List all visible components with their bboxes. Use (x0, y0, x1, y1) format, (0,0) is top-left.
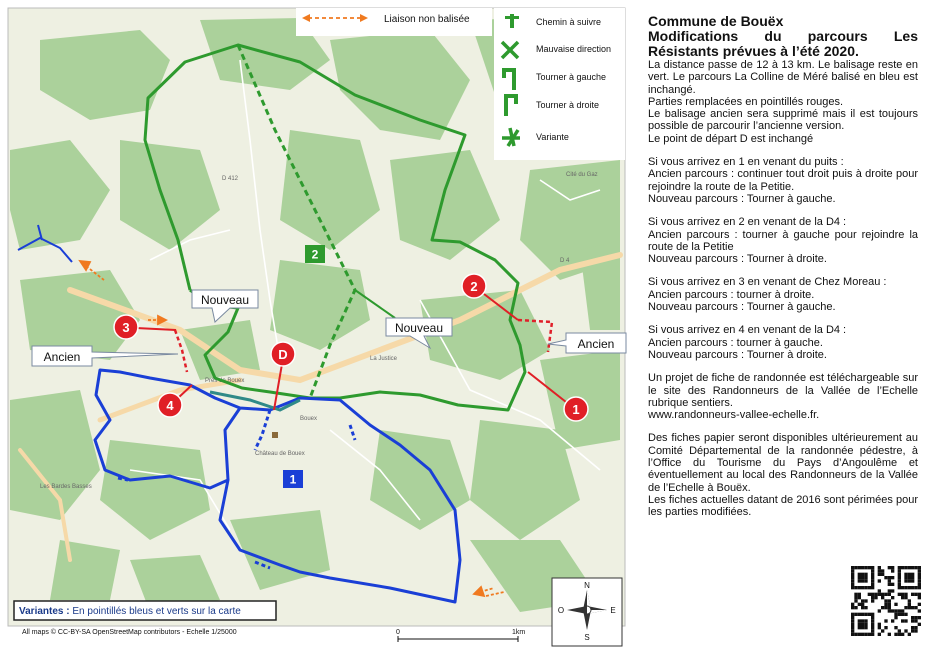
svg-text:Nouveau: Nouveau (394, 321, 444, 335)
qr-module (918, 609, 921, 612)
qr-module (868, 633, 871, 636)
qr-module (908, 599, 911, 602)
place-label: Bouex (300, 416, 318, 422)
qr-module (868, 613, 871, 616)
instruction-3: Si vous arrivez en 3 en venant de Chez Moreau : Ancien parcours : tourner à droite. Nouveau parcours : Tourner à gauche. (648, 276, 887, 314)
compass-rose (552, 578, 622, 646)
qr-module (878, 589, 881, 592)
qr-module (888, 566, 891, 569)
qr-module (911, 586, 914, 589)
qr-module (871, 596, 874, 599)
qr-module (878, 566, 881, 569)
qr-code (851, 566, 921, 636)
qr-module (858, 579, 861, 582)
qr-module (871, 629, 874, 632)
place-label: D 412 (222, 176, 239, 182)
qr-module (881, 573, 884, 576)
qr-module (871, 579, 874, 582)
qr-module (901, 586, 904, 589)
legend-item: Variante (536, 132, 569, 142)
qr-module (898, 576, 901, 579)
qr-module (881, 606, 884, 609)
qr-module (894, 609, 897, 612)
svg-text:1: 1 (572, 402, 580, 417)
qr-module (894, 633, 897, 636)
qr-module (908, 576, 911, 579)
qr-module (858, 566, 861, 569)
qr-module (864, 633, 867, 636)
svg-text:Variantes : En pointillés bleu: Variantes : En pointillés bleus et verts sur la carte (19, 606, 241, 617)
qr-module (861, 603, 864, 606)
qr-module (888, 576, 891, 579)
qr-module (898, 573, 901, 576)
qr-module (918, 569, 921, 572)
qr-module (878, 573, 881, 576)
qr-module (888, 589, 891, 592)
qr-module (858, 613, 861, 616)
qr-module (918, 603, 921, 606)
qr-module (911, 579, 914, 582)
qr-module (864, 573, 867, 576)
qr-module (871, 613, 874, 616)
qr-module (871, 633, 874, 636)
qr-module (901, 609, 904, 612)
qr-module (881, 569, 884, 572)
qr-module (864, 626, 867, 629)
qr-module (868, 593, 871, 596)
legend-item: Chemin à suivre (536, 17, 602, 27)
qr-module (851, 579, 854, 582)
info-panel (648, 14, 918, 530)
qr-module (851, 603, 854, 606)
qr-module (898, 579, 901, 582)
qr-module (898, 566, 901, 569)
qr-module (871, 593, 874, 596)
qr-module (918, 616, 921, 619)
qr-module (908, 586, 911, 589)
qr-module (884, 576, 887, 579)
qr-module (854, 566, 857, 569)
qr-module (864, 613, 867, 616)
qr-module (871, 566, 874, 569)
qr-module (858, 623, 861, 626)
qr-module (861, 599, 864, 602)
svg-text:Liaison non balisée: Liaison non balisée (384, 14, 470, 25)
qr-module (864, 566, 867, 569)
svg-text:Ancien: Ancien (577, 337, 615, 351)
qr-module (884, 619, 887, 622)
qr-module (898, 609, 901, 612)
church-icon (272, 432, 278, 438)
instruction-4: Si vous arrivez en 4 en venant de la D4 : Ancien parcours : tourner à gauche. Nouveau parcours : Tourner à droite. (648, 324, 847, 361)
qr-module (894, 613, 897, 616)
qr-module (851, 626, 854, 629)
qr-module (898, 583, 901, 586)
qr-module (874, 593, 877, 596)
qr-module (861, 573, 864, 576)
download-text: Un projet de fiche de randonnée est téléchargeable sur le site des Randonneurs de la Vallée de l’Echelle rubrique sentiers. www.randonneurs-vallee-echelle.fr. (648, 372, 918, 422)
qr-module (891, 566, 894, 569)
svg-text:D: D (278, 347, 288, 362)
qr-module (871, 626, 874, 629)
svg-text:2: 2 (470, 279, 478, 294)
qr-module (861, 613, 864, 616)
variantes-note (14, 601, 276, 620)
qr-module (881, 593, 884, 596)
qr-module (858, 626, 861, 629)
qr-module (888, 593, 891, 596)
qr-module (891, 589, 894, 592)
qr-module (864, 623, 867, 626)
intro-text: La distance passe de 12 à 13 km. Le balisage reste en vert. Le parcours La Colline de Méré balisé en bleu est inchangé. Parties remplacées en pointillés rouges. Le balisage ancien sera supprimé mais il est toujours possible de parcourir l’ancienne version. Le point de départ D est inchangé (648, 59, 918, 145)
qr-module (911, 573, 914, 576)
svg-text:Ancien: Ancien (43, 350, 81, 364)
qr-module (914, 586, 917, 589)
qr-module (914, 629, 917, 632)
qr-module (901, 619, 904, 622)
legend-item: Tourner à droite (536, 100, 600, 110)
qr-module (851, 623, 854, 626)
qr-module (884, 593, 887, 596)
qr-module (884, 626, 887, 629)
legend-liaison (296, 8, 492, 36)
qr-module (854, 599, 857, 602)
place-label: Château de Bouex (255, 451, 305, 457)
qr-module (851, 629, 854, 632)
qr-module (851, 613, 854, 616)
qr-module (908, 606, 911, 609)
qr-module (891, 569, 894, 572)
qr-module (884, 603, 887, 606)
qr-module (918, 586, 921, 589)
qr-module (918, 566, 921, 569)
svg-text:N: N (584, 581, 590, 590)
qr-module (851, 619, 854, 622)
qr-module (861, 579, 864, 582)
qr-module (898, 586, 901, 589)
qr-module (888, 609, 891, 612)
place-label: D 4 (560, 258, 570, 264)
qr-module (898, 569, 901, 572)
qr-module (861, 626, 864, 629)
qr-module (851, 606, 854, 609)
qr-module (914, 626, 917, 629)
qr-module (888, 579, 891, 582)
qr-module (904, 629, 907, 632)
qr-module (871, 569, 874, 572)
qr-module (901, 596, 904, 599)
qr-module (908, 603, 911, 606)
qr-module (858, 633, 861, 636)
qr-module (878, 579, 881, 582)
qr-module (864, 586, 867, 589)
qr-module (908, 633, 911, 636)
qr-module (908, 573, 911, 576)
qr-module (864, 576, 867, 579)
qr-module (854, 606, 857, 609)
qr-module (888, 633, 891, 636)
paper-text: Des fiches papier seront disponibles ultérieurement au Comité Départemental de la randonnée pédestre, à l’Office du Tourisme du Pays d’Angoulême et éventuellement au local des Randonneurs de la Vallée de l’Echelle à Bouëx. Les fiches actuelles datant de 2016 sont périmées pour les parties modifiées. (648, 432, 918, 519)
qr-module (918, 573, 921, 576)
legend-signs (494, 8, 625, 160)
qr-module (858, 619, 861, 622)
qr-module (851, 616, 854, 619)
qr-module (911, 629, 914, 632)
qr-module (864, 606, 867, 609)
qr-module (871, 576, 874, 579)
qr-module (861, 619, 864, 622)
qr-module (914, 616, 917, 619)
qr-module (854, 613, 857, 616)
qr-module (878, 623, 881, 626)
qr-module (851, 576, 854, 579)
qr-module (904, 619, 907, 622)
svg-text:E: E (610, 606, 616, 615)
instruction-2: Si vous arrivez en 2 en venant de la D4 : Ancien parcours : tourner à gauche pour rejoindre la route de la Petitie Nouveau parcours : Tourner à droite. (648, 216, 918, 266)
svg-text:S: S (584, 633, 590, 642)
qr-module (878, 633, 881, 636)
qr-module (891, 583, 894, 586)
qr-module (861, 586, 864, 589)
qr-module (908, 579, 911, 582)
qr-module (861, 566, 864, 569)
qr-module (891, 576, 894, 579)
qr-module (874, 596, 877, 599)
qr-module (851, 633, 854, 636)
qr-module (881, 596, 884, 599)
qr-module (904, 573, 907, 576)
svg-text:0: 0 (396, 629, 400, 636)
qr-module (901, 566, 904, 569)
qr-module (878, 626, 881, 629)
qr-module (911, 566, 914, 569)
qr-module (851, 586, 854, 589)
attribution-text: All maps © CC-BY-SA OpenStreetMap contributors - Echelle 1/25000 (22, 629, 237, 636)
qr-module (851, 583, 854, 586)
svg-text:3: 3 (122, 320, 130, 335)
qr-module (861, 633, 864, 636)
website-link: www.randonneurs-vallee-echelle.fr. (648, 409, 820, 422)
qr-module (918, 583, 921, 586)
qr-module (888, 599, 891, 602)
panel-title: Commune de Bouëx Modifications du parcours Les Résistants prévues à l’été 2020. (648, 13, 918, 59)
qr-module (858, 603, 861, 606)
qr-module (904, 593, 907, 596)
qr-module (898, 613, 901, 616)
qr-module (901, 593, 904, 596)
qr-module (904, 596, 907, 599)
qr-module (878, 569, 881, 572)
qr-module (854, 633, 857, 636)
qr-module (861, 606, 864, 609)
qr-module (851, 566, 854, 569)
qr-module (884, 606, 887, 609)
qr-module (904, 576, 907, 579)
qr-module (904, 606, 907, 609)
place-label: Les Bardes Basses (40, 484, 92, 490)
qr-module (911, 626, 914, 629)
qr-module (908, 566, 911, 569)
qr-module (891, 619, 894, 622)
qr-module (881, 629, 884, 632)
qr-module (891, 596, 894, 599)
qr-module (851, 569, 854, 572)
qr-module (858, 586, 861, 589)
qr-module (914, 619, 917, 622)
qr-module (871, 619, 874, 622)
qr-module (898, 629, 901, 632)
qr-module (858, 576, 861, 579)
place-label: La Justice (370, 356, 398, 362)
qr-module (861, 576, 864, 579)
qr-module (904, 613, 907, 616)
legend-item: Tourner à gauche (536, 72, 607, 82)
qr-module (854, 596, 857, 599)
qr-module (861, 623, 864, 626)
qr-module (871, 616, 874, 619)
svg-text:1km: 1km (512, 629, 526, 636)
qr-module (894, 603, 897, 606)
qr-module (888, 606, 891, 609)
qr-module (888, 583, 891, 586)
qr-module (878, 609, 881, 612)
route-2-number: 2 (311, 247, 319, 262)
qr-module (904, 566, 907, 569)
qr-module (914, 593, 917, 596)
qr-module (911, 616, 914, 619)
qr-module (911, 619, 914, 622)
qr-module (891, 609, 894, 612)
qr-module (868, 566, 871, 569)
svg-text:O: O (557, 606, 565, 615)
qr-module (871, 586, 874, 589)
qr-module (894, 616, 897, 619)
qr-module (914, 566, 917, 569)
qr-module (884, 599, 887, 602)
qr-module (898, 593, 901, 596)
qr-module (868, 586, 871, 589)
qr-module (918, 623, 921, 626)
qr-module (904, 579, 907, 582)
qr-module (911, 593, 914, 596)
qr-module (864, 579, 867, 582)
qr-module (918, 593, 921, 596)
legend-item: Mauvaise direction (536, 44, 612, 54)
qr-module (904, 586, 907, 589)
qr-module (901, 633, 904, 636)
qr-module (858, 593, 861, 596)
qr-module (871, 623, 874, 626)
qr-module (888, 603, 891, 606)
qr-module (854, 586, 857, 589)
qr-module (854, 593, 857, 596)
qr-module (864, 619, 867, 622)
svg-text:4: 4 (166, 398, 174, 413)
place-label: Cité du Gaz (566, 172, 598, 178)
qr-module (871, 573, 874, 576)
qr-module (911, 576, 914, 579)
qr-module (858, 573, 861, 576)
qr-module (871, 599, 874, 602)
svg-text:Nouveau: Nouveau (200, 293, 250, 307)
qr-module (878, 593, 881, 596)
qr-module (918, 596, 921, 599)
qr-module (898, 633, 901, 636)
qr-module (911, 606, 914, 609)
place-label: Prés de Bouex (205, 378, 245, 384)
route-1-number: 1 (289, 472, 297, 487)
qr-module (894, 626, 897, 629)
qr-module (918, 576, 921, 579)
qr-module (858, 596, 861, 599)
qr-module (864, 599, 867, 602)
qr-module (851, 573, 854, 576)
qr-module (871, 583, 874, 586)
qr-module (914, 606, 917, 609)
instruction-1: Si vous arrivez en 1 en venant du puits : Ancien parcours : continuer tout droit puis à droite pour rejoindre la route de la Petitie. Nouveau parcours : Tourner à gauche. (648, 156, 918, 205)
qr-module (901, 613, 904, 616)
qr-module (918, 579, 921, 582)
